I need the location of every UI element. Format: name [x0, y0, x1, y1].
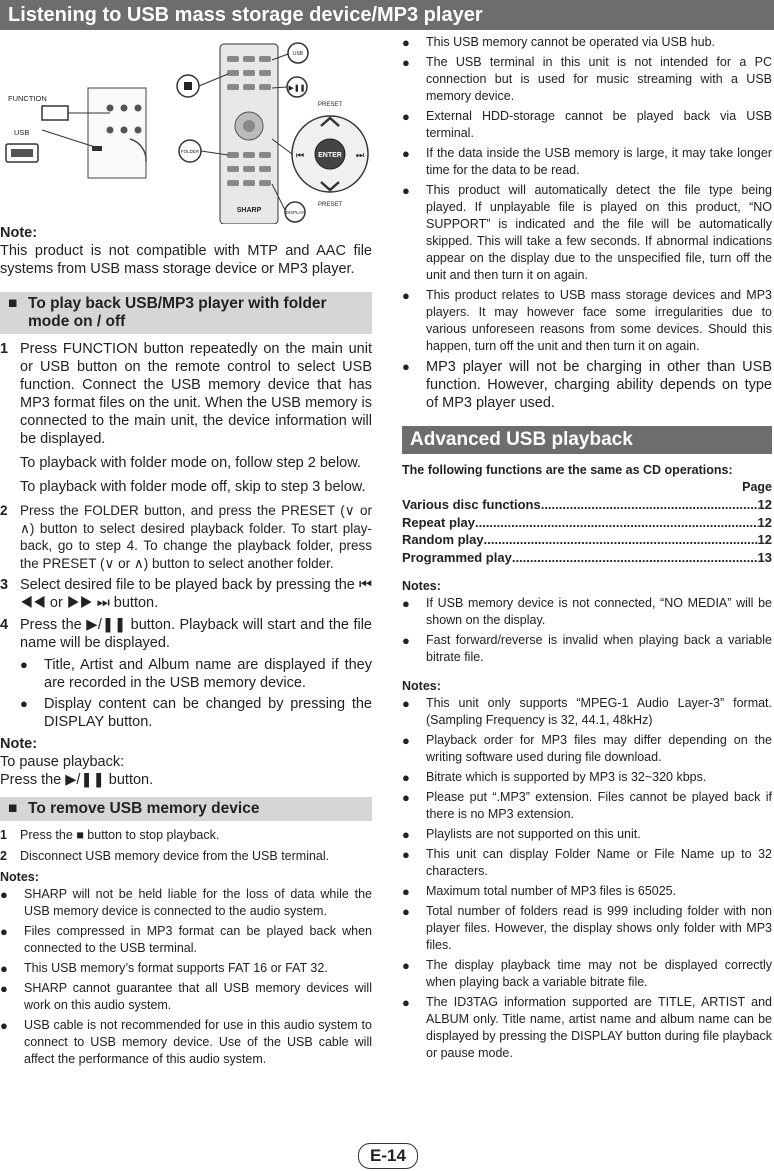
preset-down-label: PRESET — [318, 202, 343, 208]
list-item: ● SHARP cannot guarantee that all USB memory devices will work on this audio system. — [0, 981, 372, 1012]
page-column-label: Page — [742, 480, 772, 494]
svg-text:▶❚❚: ▶❚❚ — [288, 85, 306, 92]
list-item: ● The display playback time may not be displayed correctly when playing back a variable bitrate file. — [402, 958, 772, 989]
list-item: ● Playlists are not supported on this unit. — [402, 827, 641, 842]
step-2: 2 Press the FOLDER button, and press the PRESET (∨ or ∧) button to select desired playback folder. To start play-back, go to step 4. To change the playback folder, press the PRESET (∨ or ∧) button to select another folder. — [0, 503, 372, 571]
page-number: E-14 — [358, 1143, 418, 1169]
list-item: ● This unit only supports “MPEG-1 Audio Layer-3” format. (Sampling Frequency is 32, 44.1, 48kHz) — [402, 696, 772, 727]
section-remove-usb-title: ■ To remove USB memory device — [0, 797, 372, 821]
list-item: ● The USB terminal in this unit is not intended for a PC connection but is used for music streaming with a USB memory device. — [402, 55, 772, 103]
list-item: ● This unit can display Folder Name or File Name up to 32 characters. — [402, 847, 772, 878]
usb-figure — [0, 34, 372, 224]
preset-up-label: PRESET — [318, 102, 343, 108]
list-item: ● Title, Artist and Album name are displayed if they are recorded in the USB memory device. — [20, 657, 372, 691]
svg-text:⏮: ⏮ — [295, 150, 305, 160]
step-1-folder-on: To playback with folder mode on, follow step 2 below. — [20, 455, 361, 471]
folder-label: FOLDER — [180, 149, 200, 154]
note2-line2: Press the ▶/❚❚ button. — [0, 772, 154, 788]
remove-step-1: 1 Press the ■ button to stop playback. — [0, 828, 220, 842]
svg-text:⏭: ⏭ — [355, 150, 365, 160]
function-label: FUNCTION — [8, 94, 47, 103]
toc-item: Random play ..... 12 — [402, 531, 772, 549]
notes1-heading: Notes: — [402, 579, 441, 593]
toc-item: Various disc functions ..... 12 — [402, 496, 772, 514]
page-title: Listening to USB mass storage device/MP3 player — [0, 0, 774, 30]
usb-label: USB — [14, 128, 30, 137]
list-item: ● External HDD-storage cannot be played back via USB terminal. — [402, 109, 772, 140]
note1-heading: Note: — [0, 225, 38, 241]
list-item: ● Bitrate which is supported by MP3 is 32~320 kbps. — [402, 770, 707, 785]
list-item: ● This product will automatically detect the file type being played. If unplayable file is played on this product, “NO SUPPORT” is indicated and the file will be automatically skipped. This will take a few seconds. If abnormal indications appear on the display due to the unspecified file, turn off the unit and then turn it on again. — [402, 183, 772, 282]
step-1-folder-off: To playback with folder mode off, skip to step 3 below. — [20, 479, 366, 495]
step-1-text: Press FUNCTION button repeatedly on the main unit or USB button on the remote control to select USB function. Connect the USB memory device that has MP3 format files on the unit. When the USB memory is connected to the main unit, the device information will be displayed. — [20, 341, 372, 447]
note1-text: This product is not compatible with MTP and AAC file systems from USB mass storage device or MP3 player. — [0, 243, 372, 277]
list-item: ● This USB memory cannot be operated via USB hub. — [402, 35, 716, 50]
step-3-text: Select desired file to be played back by pressing the ⏮ ◀◀ or ▶▶ ⏭ button. — [20, 577, 372, 611]
enter-label: ENTER — [318, 152, 342, 159]
list-item: ● If the data inside the USB memory is large, it may take longer time for the data to be read. — [402, 146, 772, 177]
notes2-heading: Notes: — [402, 679, 441, 693]
list-item: ● Please put “.MP3” extension. Files cannot be played back if there is no MP3 extension. — [402, 790, 772, 821]
list-item: ● Maximum total number of MP3 files is 65025. — [402, 884, 677, 899]
toc-item: Repeat play ..... 12 — [402, 514, 772, 532]
step-3: 3 Select desired file to be played back by pressing the ⏮ ◀◀ or ▶▶ ⏭ button. — [0, 577, 372, 611]
step-4-text: Press the ▶/❚❚ button. Playback will start and the file name will be displayed. — [20, 617, 372, 651]
list-item: ● Playback order for MP3 files may differ depending on the writing software used during file download. — [402, 733, 772, 764]
list-item: ● Display content can be changed by pressing the DISPLAY button. — [20, 696, 372, 730]
brand-label: SHARP — [236, 207, 262, 214]
advanced-intro: The following functions are the same as CD operations: — [402, 463, 733, 477]
step-1: 1 Press FUNCTION button repeatedly on the main unit or USB button on the remote control to select USB function. Connect the USB memory device that has MP3 format files on the unit. When the USB memory is connected to the main unit, the device information will be displayed. — [0, 341, 372, 447]
list-item: ● Fast forward/reverse is invalid when playing back a variable bitrate file. — [402, 633, 772, 664]
remove-notes-heading: Notes: — [0, 870, 39, 884]
list-item: ● This product relates to USB mass storage devices and MP3 players. It may however face some irregularities due to various unforeseen reasons from some devices. Should this happen, turn off the unit and then turn it on again. — [402, 288, 772, 353]
step-4: 4 Press the ▶/❚❚ button. Playback will start and the file name will be displayed. — [0, 617, 372, 651]
right-column — [402, 34, 772, 1065]
note2-heading: Note: — [0, 736, 38, 752]
display-label: DISPLAY — [285, 210, 305, 215]
advanced-usb-title: Advanced USB playback — [402, 426, 772, 454]
list-item: ● Files compressed in MP3 format can be played back when connected to the USB terminal. — [0, 924, 372, 955]
section-folder-mode-title: ■ To play back USB/MP3 player with folder mode on / off — [0, 292, 372, 334]
remote-usb-label: USB — [292, 51, 304, 57]
remove-step-2: 2 Disconnect USB memory device from the USB terminal. — [0, 849, 330, 863]
list-item: ● USB cable is not recommended for use in this audio system to connect to USB memory device. Use of the USB cable will affect the performance of this audio system. — [0, 1018, 372, 1066]
toc-item: Programmed play ..... 13 — [402, 549, 772, 567]
list-item: ● Total number of folders read is 999 including folder with non player files. However, the display shows only folder with MP3 files. — [402, 904, 772, 952]
list-item: ● If USB memory device is not connected, “NO MEDIA” will be shown on the display. — [402, 596, 772, 627]
list-item: ● The ID3TAG information supported are TITLE, ARTIST and ALBUM only. Title name, artist name and album name can be displayed by pressing the DISPLAY button during file playback or pause mode. — [402, 995, 772, 1060]
usb-illustration — [0, 34, 372, 224]
left-column — [0, 34, 372, 1071]
list-item: ● SHARP will not be held liable for the loss of data while the USB memory device is connected to the audio system. — [0, 887, 372, 918]
list-item: ● This USB memory’s format supports FAT 16 or FAT 32. — [0, 961, 328, 976]
note2-line1: To pause playback: — [0, 754, 125, 770]
list-item: ● MP3 player will not be charging in other than USB function. However, charging ability depends on type of MP3 player used. — [402, 359, 772, 411]
step-2-text: Press the FOLDER button, and press the PRESET (∨ or ∧) button to select desired playback folder. To start play-back, go to step 4. To change the playback folder, press the PRESET (∨ or ∧) button to select another folder. — [20, 503, 372, 571]
